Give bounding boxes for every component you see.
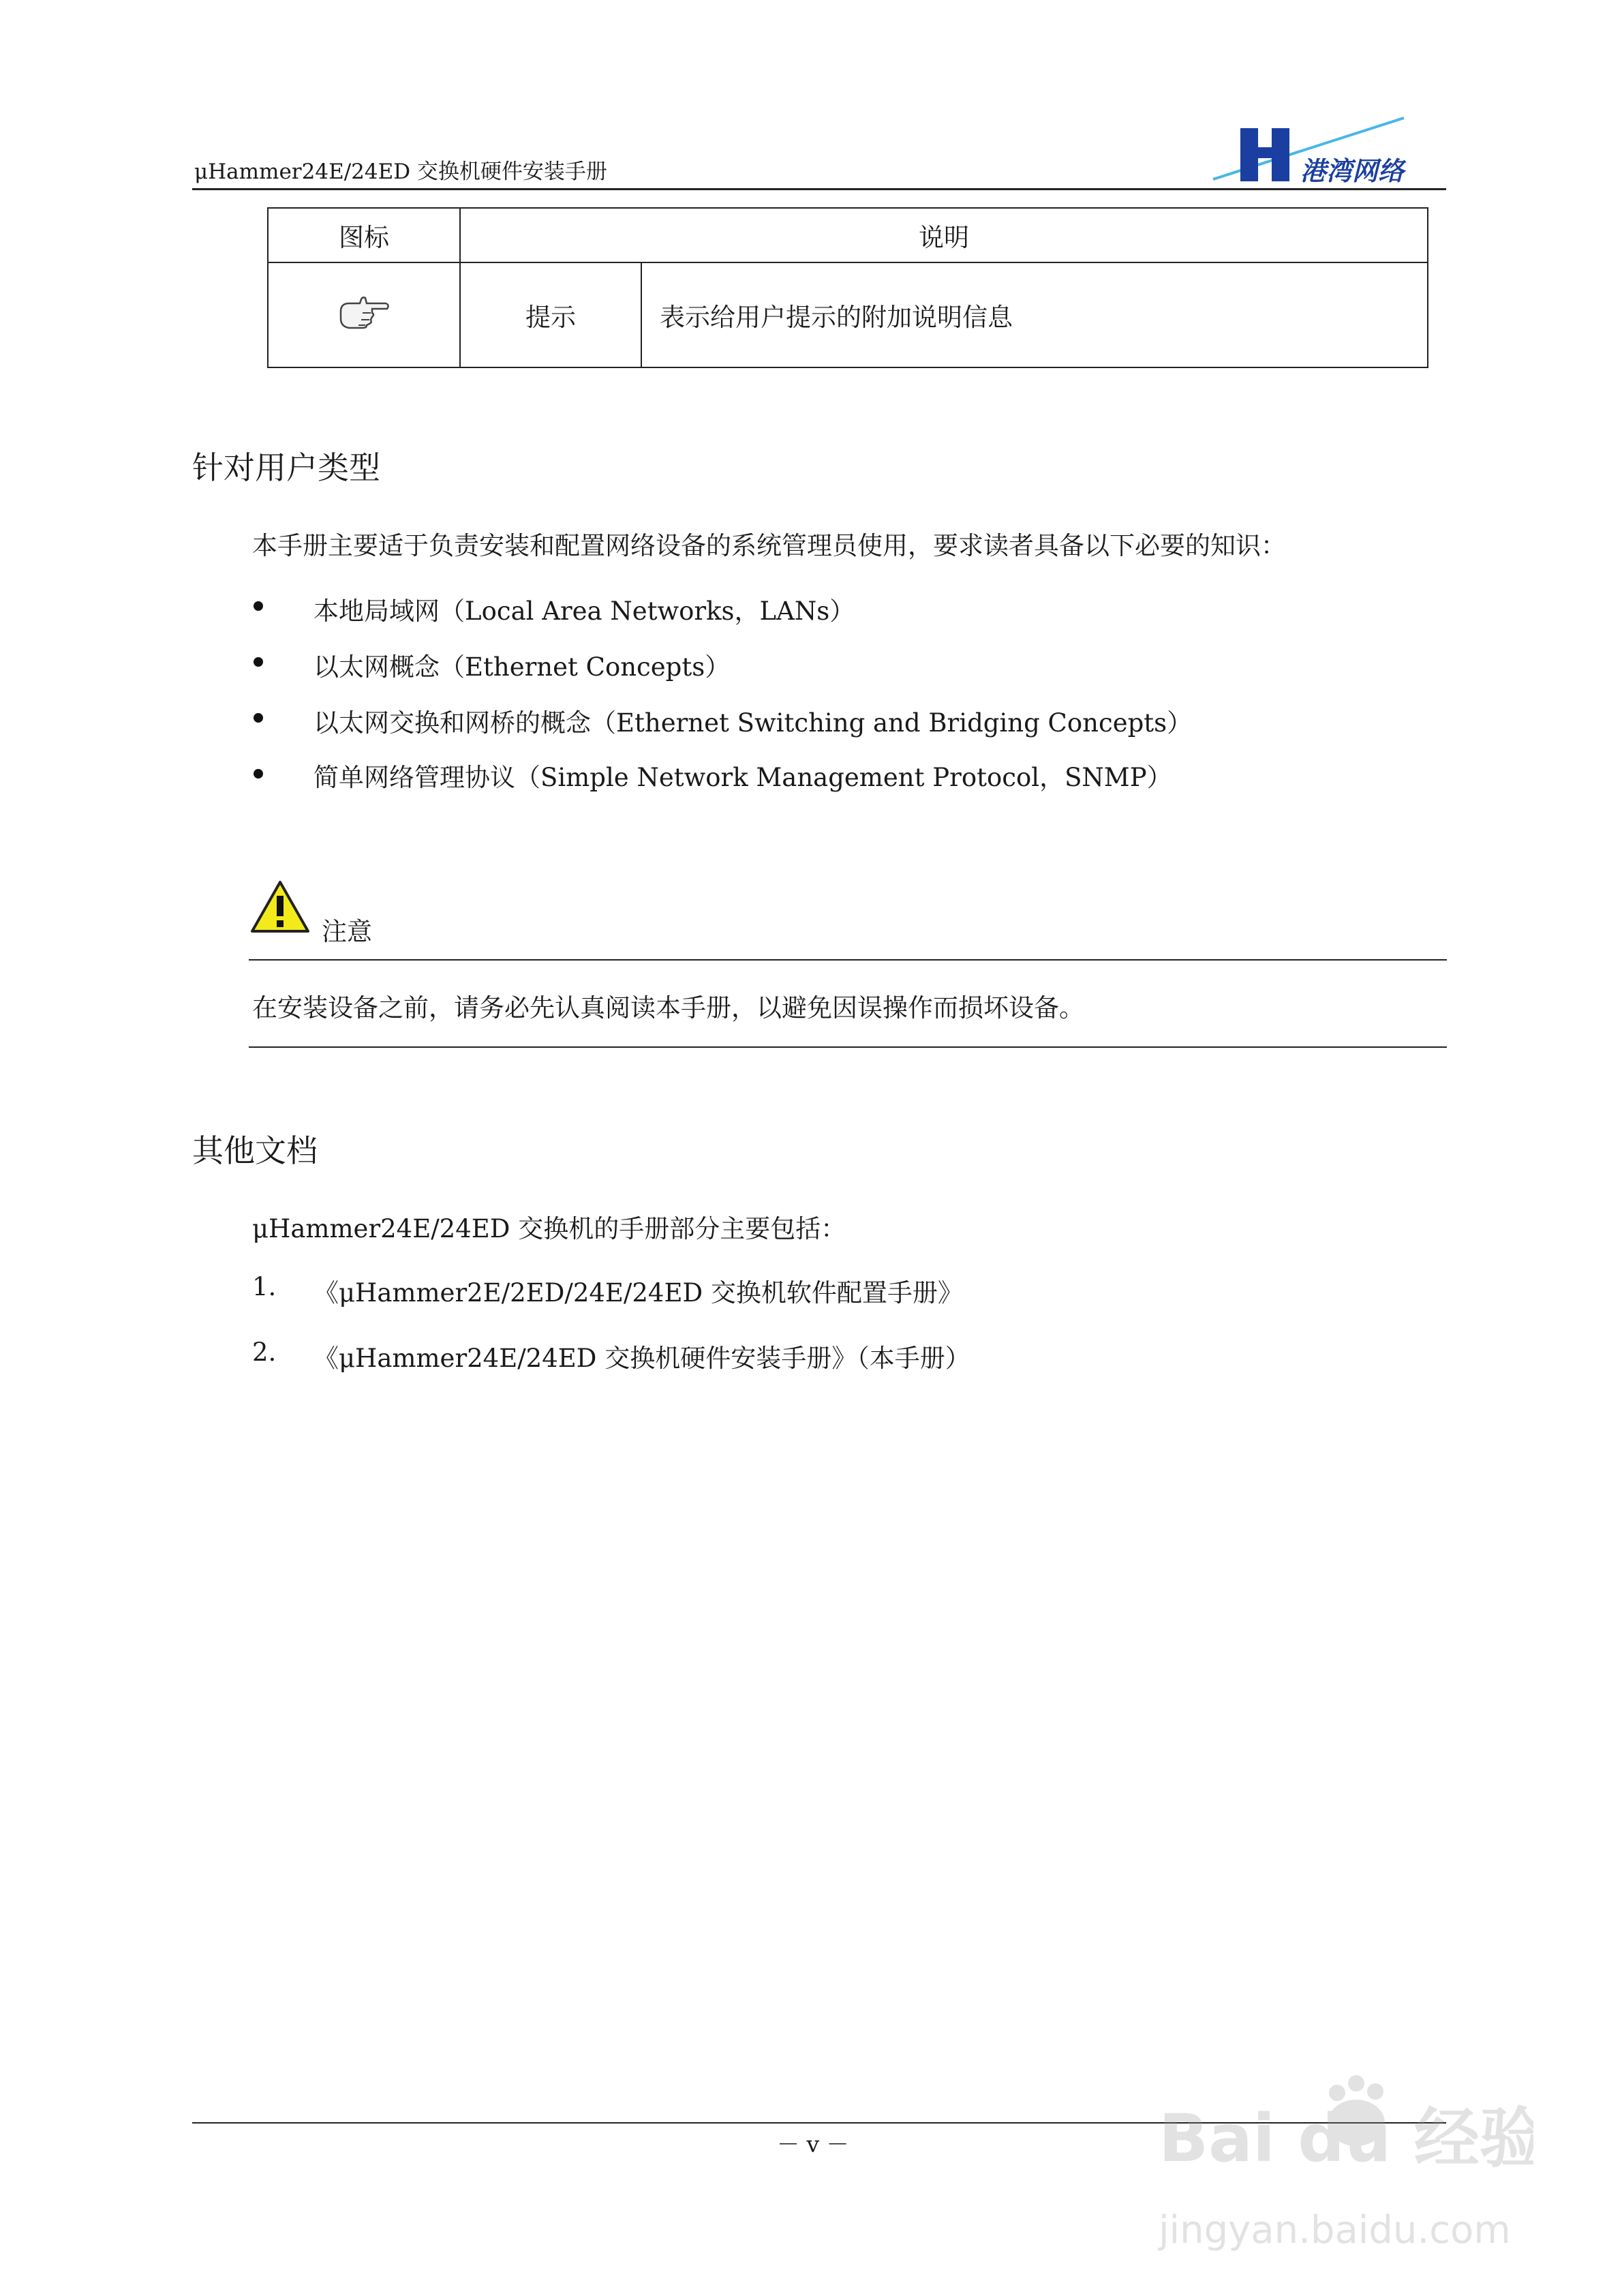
list-item-number: 1. <box>252 1272 277 1301</box>
watermark-brand: Bai du 经验 <box>1159 2100 1533 2177</box>
watermark <box>1152 2052 1533 2256</box>
warning-icon <box>249 879 311 937</box>
col-header-description: 说明 <box>460 208 1428 262</box>
page-number: － v － <box>777 2131 849 2158</box>
section-heading-other-docs: 其他文档 <box>192 1132 318 1169</box>
audience-intro: 本手册主要适于负责安装和配置网络设备的系统管理员使用，要求读者具备以下必要的知识： <box>252 531 1286 560</box>
list-item: 简单网络管理协议（Simple Network Management Protocol，SNMP） <box>313 763 1172 792</box>
pointing-hand-icon <box>268 262 460 367</box>
caution-text: 在安装设备之前，请务必先认真阅读本手册，以避免因误操作而损坏设备。 <box>252 993 1084 1023</box>
bullet-icon <box>254 657 263 667</box>
list-item: 《μHammer2E/2ED/24E/24ED 交换机软件配置手册》 <box>313 1278 963 1308</box>
section-heading-audience: 针对用户类型 <box>192 449 380 486</box>
list-item: 以太网概念（Ethernet Concepts） <box>313 652 731 682</box>
bullet-icon <box>254 713 263 723</box>
logo-text: 港湾网络 <box>1300 156 1405 186</box>
caution-label: 注意 <box>322 917 372 946</box>
icon-legend-table <box>267 207 1428 368</box>
company-logo <box>1206 115 1431 190</box>
table-row <box>268 262 1428 367</box>
caution-top-rule <box>249 959 1447 961</box>
header-rule <box>192 188 1446 190</box>
list-item-number: 2. <box>252 1338 277 1367</box>
other-docs-intro: μHammer24E/24ED 交换机的手册部分主要包括： <box>252 1214 846 1243</box>
bullet-icon <box>254 769 263 779</box>
list-item: 《μHammer24E/24ED 交换机硬件安装手册》（本手册） <box>313 1344 970 1373</box>
caution-bottom-rule <box>249 1046 1447 1048</box>
document-title: μHammer24E/24ED 交换机硬件安装手册 <box>194 160 607 184</box>
col-header-icon: 图标 <box>268 208 460 262</box>
list-item: 本地局域网（Local Area Networks，LANs） <box>313 596 855 626</box>
legend-label: 提示 <box>460 262 641 367</box>
legend-description: 表示给用户提示的附加说明信息 <box>641 262 1428 367</box>
bullet-icon <box>254 601 263 611</box>
watermark-url: jingyan.baidu.com <box>1159 2208 1511 2252</box>
list-item: 以太网交换和网桥的概念（Ethernet Switching and Bridging Concepts） <box>313 708 1193 738</box>
